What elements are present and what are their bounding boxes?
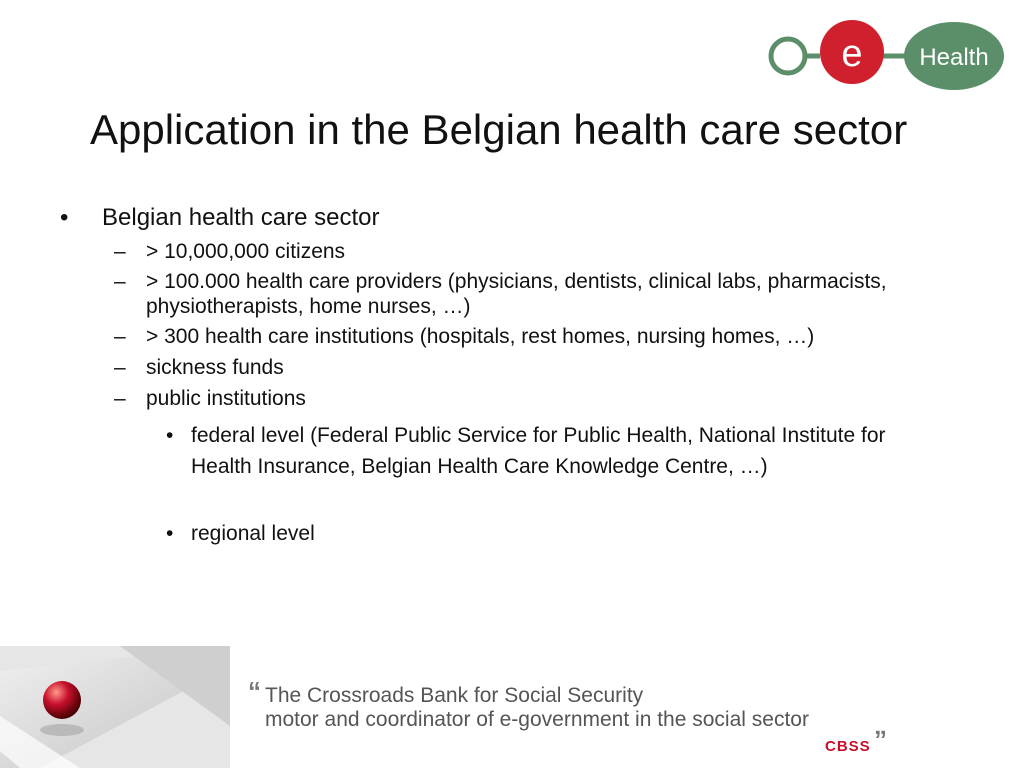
dash-marker: – (114, 387, 126, 410)
close-quote: „ (874, 710, 887, 740)
sub-bullet-text: > 300 health care institutions (hospitals, rest homes, nursing homes, …) (146, 325, 815, 348)
logo-e-text: e (841, 33, 863, 75)
bullet-marker: • (60, 204, 69, 231)
slide-title: Application in the Belgian health care sector (90, 106, 908, 153)
logo-health-text: Health (919, 44, 989, 71)
sub-bullet-text: sickness funds (146, 356, 284, 379)
sub-bullet-text: > 10,000,000 citizens (146, 240, 346, 263)
sub-bullet-text: public institutions (146, 387, 306, 410)
sub-sub-bullet-text: regional level (191, 522, 315, 545)
dash-marker: – (114, 270, 126, 293)
logo-ring-icon (771, 39, 805, 73)
sub-bullet-text: > 100.000 health care providers (physicians, dentists, clinical labs, pharmacists, physiotherapists, home nurses, …) (146, 270, 887, 318)
sub-sub-bullet-text: federal level (Federal Public Service for Public Health, National Institute for Health Insurance, Belgian Health Care Knowledge Centre, …) (191, 424, 886, 478)
dash-marker: – (114, 240, 126, 263)
dash-marker: – (114, 356, 126, 379)
bullet-marker: • (166, 424, 174, 447)
dash-marker: – (114, 325, 126, 348)
footer-decoration (0, 646, 290, 768)
cbss-logo-text: CBSS (825, 738, 871, 755)
bullet-text: Belgian health care sector (102, 204, 380, 231)
footer-tagline-line2: motor and coordinator of e-government in the social sector (265, 708, 809, 731)
ehealth-logo (760, 14, 1010, 98)
footer-tagline-line1: The Crossroads Bank for Social Security (265, 684, 644, 707)
bullet-marker: • (166, 522, 174, 545)
red-sphere-icon (43, 681, 81, 719)
open-quote: “ (248, 676, 261, 706)
